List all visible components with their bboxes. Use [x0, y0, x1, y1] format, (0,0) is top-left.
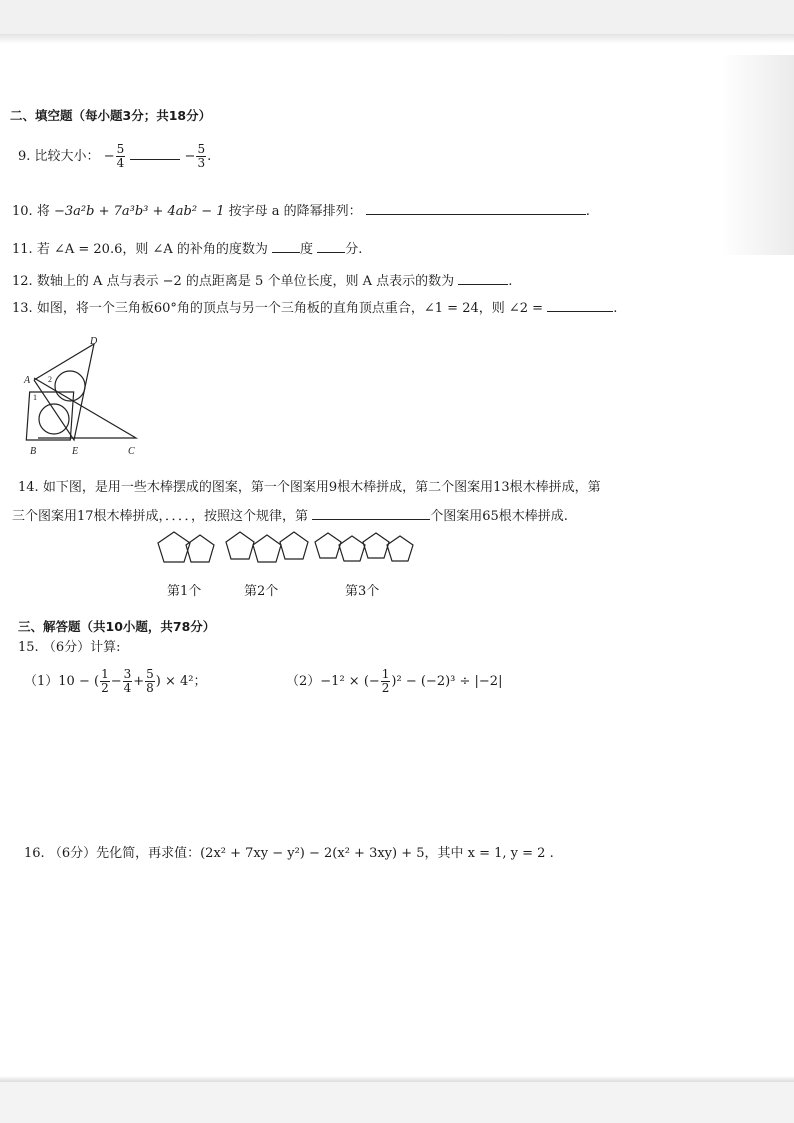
unit-degrees: 度 — [300, 242, 314, 257]
minus-sign: − — [184, 149, 196, 164]
minus-sign: − — [103, 149, 115, 164]
label-b: B — [30, 446, 37, 457]
question-15-part2 — [286, 668, 502, 695]
question-14-line1 — [18, 476, 601, 495]
expression-part: −1² × (− — [320, 674, 380, 689]
question-text: 如图，将一个三角板60°角的顶点与另一个三角板的直角顶点重合，∠1 = 24，则 ∠2 = — [36, 301, 544, 316]
denominator: 4 — [116, 156, 125, 170]
question-10: 10. 将 −3a²b + 7a³b³ + 4ab² − 1 按字母 a 的降幂排列： . — [12, 204, 590, 219]
numerator: 5 — [197, 142, 206, 156]
caption-pattern-1: 第1个 — [167, 584, 202, 599]
question-text: 比较大小： — [34, 149, 100, 164]
question-14-line2 — [12, 505, 568, 524]
denominator: 3 — [197, 156, 206, 170]
expression-part: ) × 4²； — [155, 674, 207, 689]
scan-top-border — [0, 0, 794, 34]
expression-part: )² − (−2)³ ÷ |−2| — [391, 674, 503, 689]
unit-minutes: 分. — [345, 242, 363, 257]
denominator: 4 — [123, 681, 132, 695]
section-title-solutions: 三、解答题（共10小题，共78分） — [18, 619, 216, 634]
question-number: 16. — [24, 846, 45, 861]
question-13: 13. 如图，将一个三角板60°角的顶点与另一个三角板的直角顶点重合，∠1 = 24，则 ∠2 = . — [12, 301, 618, 316]
triangle-diagram — [18, 330, 148, 460]
denominator: 2 — [381, 681, 390, 695]
question-11 — [12, 238, 362, 257]
label-e: E — [72, 446, 79, 457]
part-label: （2） — [286, 674, 321, 689]
label-a: A — [24, 375, 31, 386]
question-text-end: 个图案用65根木棒拼成. — [430, 509, 568, 524]
fraction — [381, 668, 391, 695]
scan-top-shade — [0, 34, 794, 44]
numerator: 5 — [146, 667, 154, 681]
scan-bottom-border — [0, 1082, 794, 1123]
question-text: 若 ∠A = 20.6，则 ∠A 的补角的度数为 — [36, 242, 268, 257]
pentagon-patterns — [150, 525, 430, 575]
answer-blank[interactable] — [312, 507, 430, 520]
question-16 — [24, 842, 554, 861]
numerator: 1 — [101, 667, 109, 681]
numerator: 5 — [116, 142, 125, 156]
question-prefix: 将 — [36, 204, 50, 219]
polynomial-expression: −3a²b + 7a³b³ + 4ab² − 1 — [53, 204, 225, 219]
question-text: 三个图案用17根木棒拼成，．．．．，按照这个规律，第 — [12, 509, 309, 524]
question-number: 15. — [18, 640, 39, 655]
answer-blank[interactable] — [547, 299, 613, 312]
question-text: （6分）先化简，再求值：(2x² + 7xy − y²) − 2(x² + 3xy) + 5，其中 x = 1, y = 2 . — [48, 846, 554, 861]
question-text: 如下图，是用一些木棒摆成的图案，第一个图案用9根木棒拼成，第二个图案用13根木棒拼成，第 — [42, 480, 601, 495]
label-angle-2: 2 — [48, 375, 52, 384]
question-number: 14. — [18, 480, 39, 495]
answer-blank[interactable] — [366, 202, 586, 215]
label-d: D — [90, 336, 98, 347]
caption-pattern-2: 第2个 — [244, 584, 279, 599]
caption-pattern-3: 第3个 — [345, 584, 380, 599]
fraction — [100, 668, 110, 695]
question-12: 12. 数轴上的 A 点与表示 −2 的点距离是 5 个单位长度，则 A 点表示的数为 . — [12, 274, 513, 289]
answer-blank-minutes[interactable] — [317, 240, 345, 253]
numerator: 3 — [123, 667, 132, 681]
answer-blank[interactable] — [130, 147, 180, 160]
part-label: （1） — [24, 674, 59, 689]
label-c: C — [128, 446, 135, 457]
question-text: 按字母 a 的降幂排列： — [228, 204, 362, 219]
answer-blank[interactable] — [458, 272, 508, 285]
question-number: 12. — [12, 274, 33, 289]
question-9: 9. 比较大小： − $\frac{5}{4}$ − $\frac{5}{3}$ . — [18, 142, 212, 170]
question-number: 13. — [12, 301, 33, 316]
fraction — [123, 668, 133, 695]
fraction-b — [196, 143, 206, 170]
question-15-part1: （1）10 − ( $\frac{1}{2}$ − $\frac{3}{4}$ + $\frac{5}{8}$ ) × 4²； — [24, 667, 207, 695]
page-shadow — [720, 55, 794, 255]
question-number: 11. — [12, 242, 33, 257]
numerator: 1 — [381, 667, 390, 681]
question-number: 9. — [18, 149, 31, 164]
fraction-a — [116, 143, 126, 170]
question-15-heading — [18, 636, 120, 655]
label-angle-1: 1 — [33, 393, 37, 402]
fraction — [145, 668, 155, 695]
question-text: 数轴上的 A 点与表示 −2 的点距离是 5 个单位长度，则 A 点表示的数为 — [36, 274, 455, 289]
answer-blank-degrees[interactable] — [272, 240, 300, 253]
denominator: 8 — [146, 681, 154, 695]
section-title-fill-blank: 二、填空题（每小题3分；共18分） — [10, 108, 212, 123]
denominator: 2 — [101, 681, 109, 695]
question-text: （6分）计算: — [42, 640, 121, 655]
question-number: 10. — [12, 204, 33, 219]
expression-part: 10 − ( — [58, 674, 100, 689]
